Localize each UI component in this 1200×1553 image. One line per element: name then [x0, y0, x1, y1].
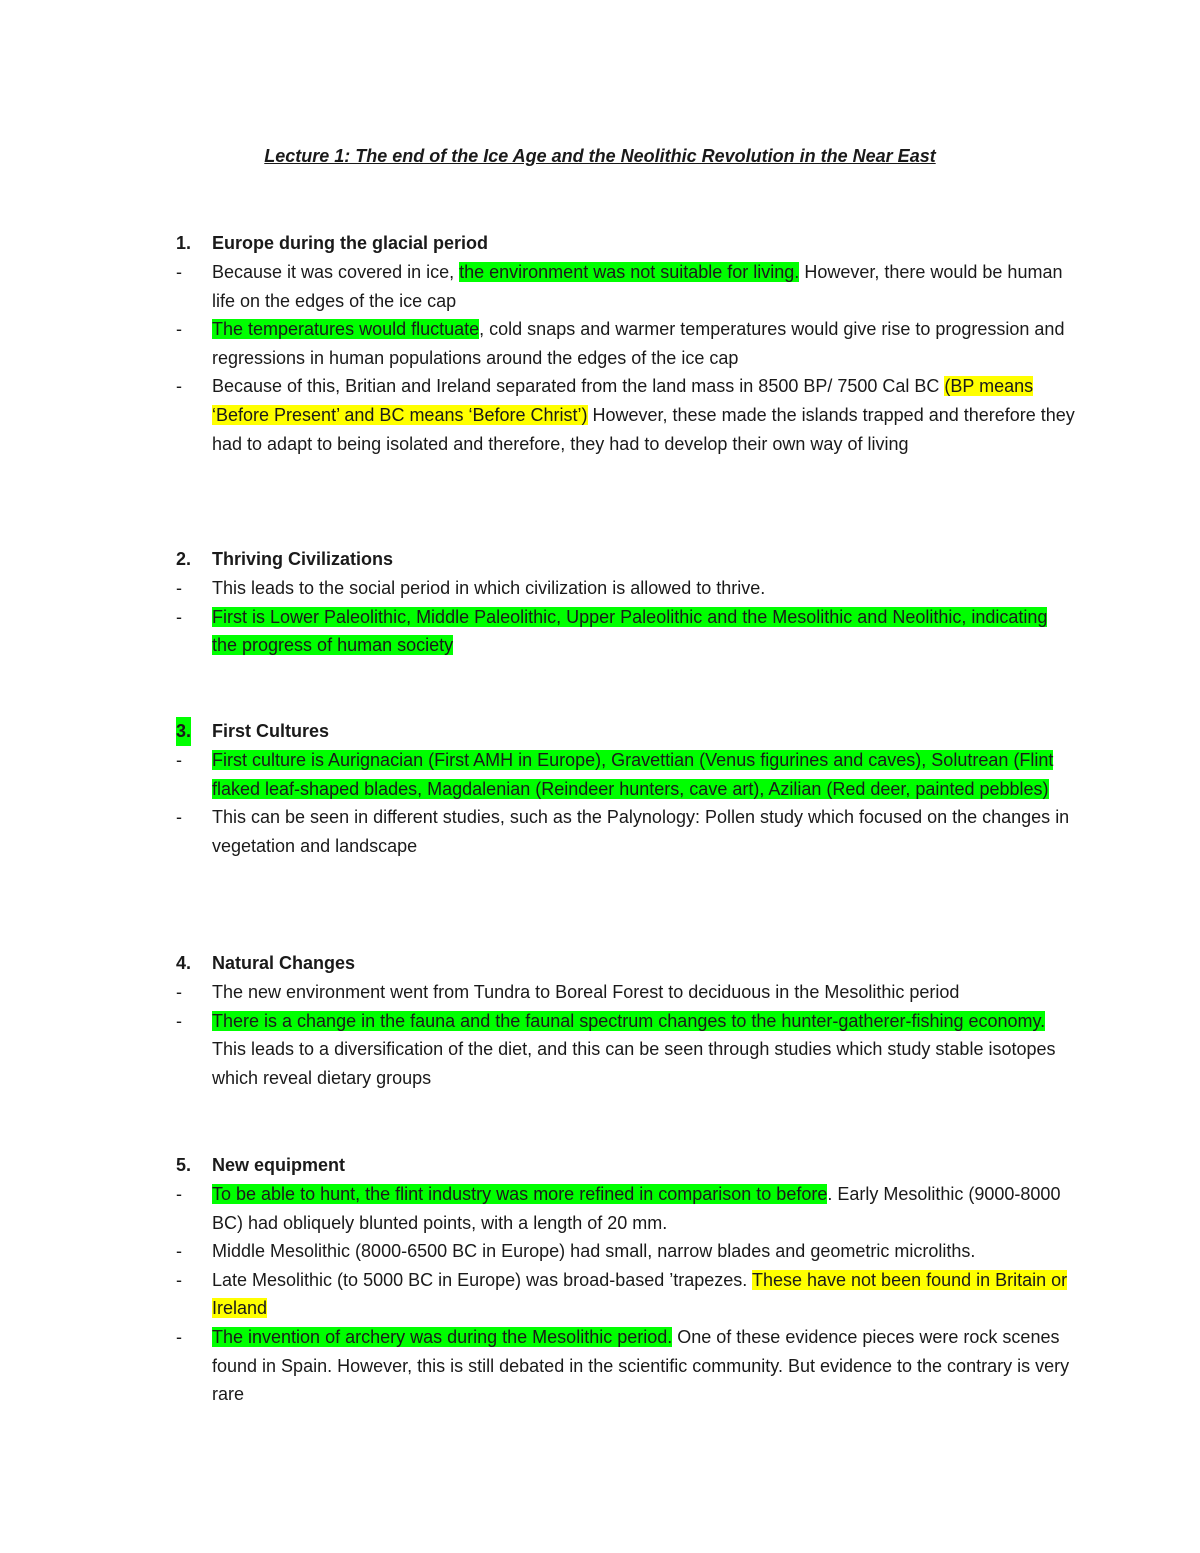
section-2: [176, 545, 1076, 660]
highlighted-text: (BP means ‘Before Present’ and BC means ‘Before Christ’): [212, 376, 1034, 425]
section-number: 4.: [176, 953, 192, 973]
text-run: However, these made the islands trapped and therefore they had to adapt to being isolated and therefore, they had to develop their own way of living: [212, 404, 1075, 454]
highlighted-text: The invention of archery was during the Mesolithic period.: [212, 1326, 673, 1347]
bullet-item: [176, 574, 1076, 603]
text-run: This leads to a diversification of the diet, and this can be seen through studies which study stable isotopes which reveal dietary groups: [212, 1039, 1056, 1088]
bullet-item: [176, 1180, 1076, 1237]
text-run: One of these evidence pieces were rock scenes found in Spain. However, this is still debated in the scientific community. But evidence to the contrary is very rare: [212, 1326, 1070, 1405]
bullet-dash: -: [176, 262, 182, 282]
bullet-dash: -: [176, 578, 182, 598]
bullet-item: [176, 803, 1076, 860]
section-title: Europe during the glacial period: [212, 233, 489, 253]
text-run: The new environment went from Tundra to Boreal Forest to deciduous in the Mesolithic period: [212, 982, 960, 1002]
section-1: [176, 229, 1076, 458]
section-5: [176, 1151, 1076, 1409]
section-number: 3.: [176, 717, 191, 746]
bullet-dash: -: [176, 376, 182, 397]
bullet-dash: -: [176, 606, 182, 627]
text-run: However, there would be human life on the edges of the ice cap: [212, 262, 1063, 311]
bullet-dash: -: [176, 807, 182, 828]
highlighted-text: First is Lower Paleolithic, Middle Paleolithic, Upper Paleolithic and the Mesolithic and Neolithic, indicating the progress of human society: [212, 606, 1048, 656]
text-run: This leads to the social period in which civilization is allowed to thrive.: [212, 578, 766, 598]
section-heading: [176, 229, 1076, 258]
bullet-item: [176, 978, 1076, 1007]
section-title: New equipment: [212, 1155, 346, 1175]
bullet-item: [176, 603, 1076, 660]
highlighted-text: First culture is Aurignacian (First AMH in Europe), Gravettian (Venus figurines and caves), Solutrean (Flint flaked leaf-shaped blades, Magdalenian (Reindeer hunters, cave art), Azilian (Red deer, painted pebbles): [212, 750, 1054, 799]
text-run: Because it was covered in ice,: [212, 262, 460, 282]
bullet-item: [176, 746, 1076, 803]
bullet-item: [176, 1323, 1076, 1409]
bullet-item: [176, 1237, 1076, 1266]
bullet-dash: -: [176, 1184, 182, 1204]
bullet-dash: -: [176, 319, 182, 340]
highlighted-text: To be able to hunt, the flint industry was more refined in comparison to before: [212, 1184, 828, 1204]
bullet-item: [176, 1266, 1076, 1323]
bullet-item: [176, 315, 1076, 372]
bullet-item: [176, 258, 1076, 315]
text-run: Middle Mesolithic (8000-6500 BC in Europe) had small, narrow blades and geometric microliths.: [212, 1241, 976, 1262]
text-run: Late Mesolithic (to 5000 BC in Europe) was broad-based ’trapezes.: [212, 1269, 752, 1290]
section-number: 2.: [176, 549, 192, 569]
bullet-item: [176, 1007, 1076, 1093]
text-run: , cold snaps and warmer temperatures would give rise to progression and regressions in human populations around the edges of the ice cap: [212, 319, 1065, 368]
bullet-item: [176, 372, 1076, 458]
highlighted-text: There is a change in the fauna and the faunal spectrum changes to the hunter-gatherer-fishing economy.: [212, 1010, 1046, 1031]
section-3: [176, 717, 1076, 860]
bullet-dash: -: [176, 982, 182, 1002]
document-title: Lecture 1: The end of the Ice Age and the Neolithic Revolution in the Near East: [264, 146, 936, 166]
highlighted-text: These have not been found in Britain or Ireland: [212, 1269, 1068, 1319]
section-4: [176, 949, 1076, 1092]
bullet-dash: -: [176, 1241, 182, 1262]
highlighted-text: The temperatures would fluctuate: [212, 319, 480, 340]
section-title: First Cultures: [212, 721, 330, 741]
text-run: . Early Mesolithic (9000-8000 BC) had obliquely blunted points, with a length of 20 mm.: [212, 1184, 1061, 1233]
section-title: Natural Changes: [212, 953, 356, 973]
section-heading: [176, 949, 1076, 978]
section-number: 5.: [176, 1155, 192, 1175]
section-number: 1.: [176, 233, 192, 253]
text-run: This can be seen in different studies, such as the Palynology: Pollen study which focused on the changes in vegetation and landscape: [212, 807, 1070, 856]
section-heading: [176, 545, 1076, 574]
bullet-dash: -: [176, 750, 182, 770]
section-heading: [176, 717, 1076, 746]
bullet-dash: -: [176, 1269, 182, 1290]
bullet-dash: -: [176, 1326, 182, 1347]
section-heading: [176, 1151, 1076, 1180]
highlighted-text: the environment was not suitable for living.: [459, 262, 800, 282]
text-run: Because of this, Britian and Ireland separated from the land mass in 8500 BP/ 7500 Cal BC: [212, 376, 945, 397]
bullet-dash: -: [176, 1010, 182, 1031]
section-title: Thriving Civilizations: [212, 549, 394, 569]
